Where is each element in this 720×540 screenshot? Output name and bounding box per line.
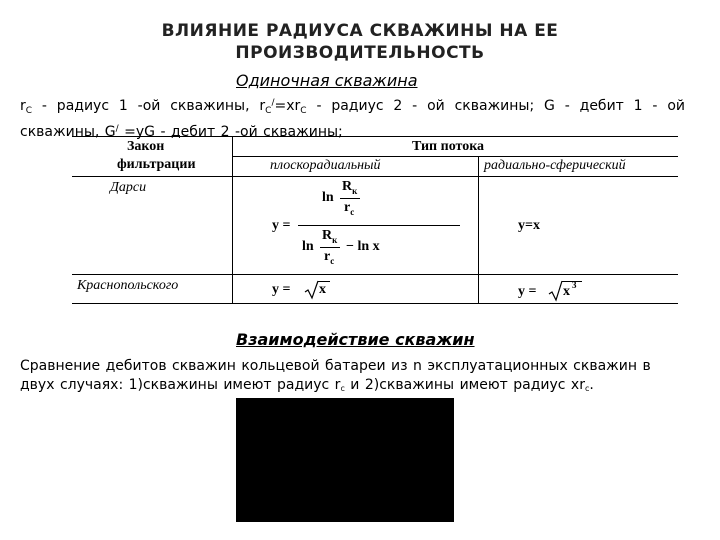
formula3-lhs: y = <box>272 282 291 297</box>
header-law-1: Закон <box>127 139 165 154</box>
subheader-radial-spherical: радиально-сферический <box>484 158 626 173</box>
formula1-num-r: $r_c$ <box>344 200 355 217</box>
formula4-x: x <box>563 284 570 299</box>
formula1-den-r: $r_c$ <box>324 249 335 266</box>
intro-text-2: =xr <box>274 98 301 114</box>
formula3-radical-sign <box>304 280 320 300</box>
formula1-den-R: $R_к$ <box>322 228 338 245</box>
table-rule-row-divider <box>72 274 678 275</box>
formula1-num-ln: ln <box>322 190 334 205</box>
subtitle-single-well: Одиночная скважина <box>236 71 418 90</box>
interaction-line-2: двух случаях: 1)скважины имеют радиус $r_c$ и 2)скважины имеют радиус $xr_c$. <box>20 377 594 393</box>
section-title-well-interaction: Взаимодействие скважин <box>236 330 475 349</box>
title-line-1: ВЛИЯНИЕ РАДИУСА СКВАЖИНЫ НА ЕЕ <box>161 21 559 41</box>
table-rule-top <box>72 136 678 137</box>
intro-text-3: - радиус 2 - ой скважины; G - дебит 1 - ой скважины, G <box>20 98 685 140</box>
table-col-divider-2 <box>478 156 479 304</box>
intro-prime2: / <box>115 124 119 134</box>
formula-darcy-plane <box>272 179 472 271</box>
table-rule-header-mid <box>232 156 678 157</box>
formula4-exponent: 3 <box>572 280 577 290</box>
intro-text-1: - радиус 1 -ой скважины, r <box>32 98 266 114</box>
formula-krasnopolsky-plane <box>272 280 352 302</box>
intro-text-4: =yG - дебит 2 -ой скважины; <box>118 124 343 140</box>
formula1-den-fraction-bar <box>320 247 340 248</box>
table-rule-header-bottom <box>72 176 678 177</box>
formula1-main-fraction-bar <box>298 225 460 226</box>
intro-sub-c2: С <box>265 106 272 116</box>
intro-paragraph <box>20 94 685 141</box>
intro-sub-c: С <box>25 106 33 116</box>
header-law-2: фильтрации <box>117 157 196 172</box>
row-label-darcy: Дарси <box>110 180 147 195</box>
embedded-media-placeholder <box>236 398 454 522</box>
table-col-divider-1 <box>232 136 233 304</box>
intro-r: r <box>20 98 26 114</box>
table-rule-bottom <box>72 303 678 304</box>
formula1-minus-ln-x: − ln x <box>346 239 380 254</box>
subheader-plane-radial: плоскорадиальный <box>270 158 381 173</box>
interaction-line-1: Сравнение дебитов скважин кольцевой батареи из n эксплуатационных скважин в <box>20 358 651 374</box>
filtration-table <box>72 136 678 304</box>
formula4-radical-sign <box>548 280 564 302</box>
page-title <box>110 20 610 64</box>
formula1-y: y = <box>272 218 291 233</box>
interaction-paragraph <box>20 357 695 398</box>
intro-prime: / <box>271 98 275 108</box>
formula1-num-R: $R_к$ <box>342 179 358 196</box>
formula1-num-fraction-bar <box>340 198 360 199</box>
formula-krasnopolsky-spherical <box>518 280 598 302</box>
formula1-den-ln: ln <box>302 239 314 254</box>
header-flow-type: Тип потока <box>412 139 485 154</box>
intro-sub-c3: С <box>300 106 307 116</box>
formula3-x: x <box>319 282 326 297</box>
formula4-lhs: y = <box>518 284 537 299</box>
row-label-krasnopolsky: Краснопольского <box>77 278 179 293</box>
formula-darcy-spherical: y=x <box>518 218 540 233</box>
title-line-2: ПРОИЗВОДИТЕЛЬНОСТЬ <box>235 43 485 63</box>
